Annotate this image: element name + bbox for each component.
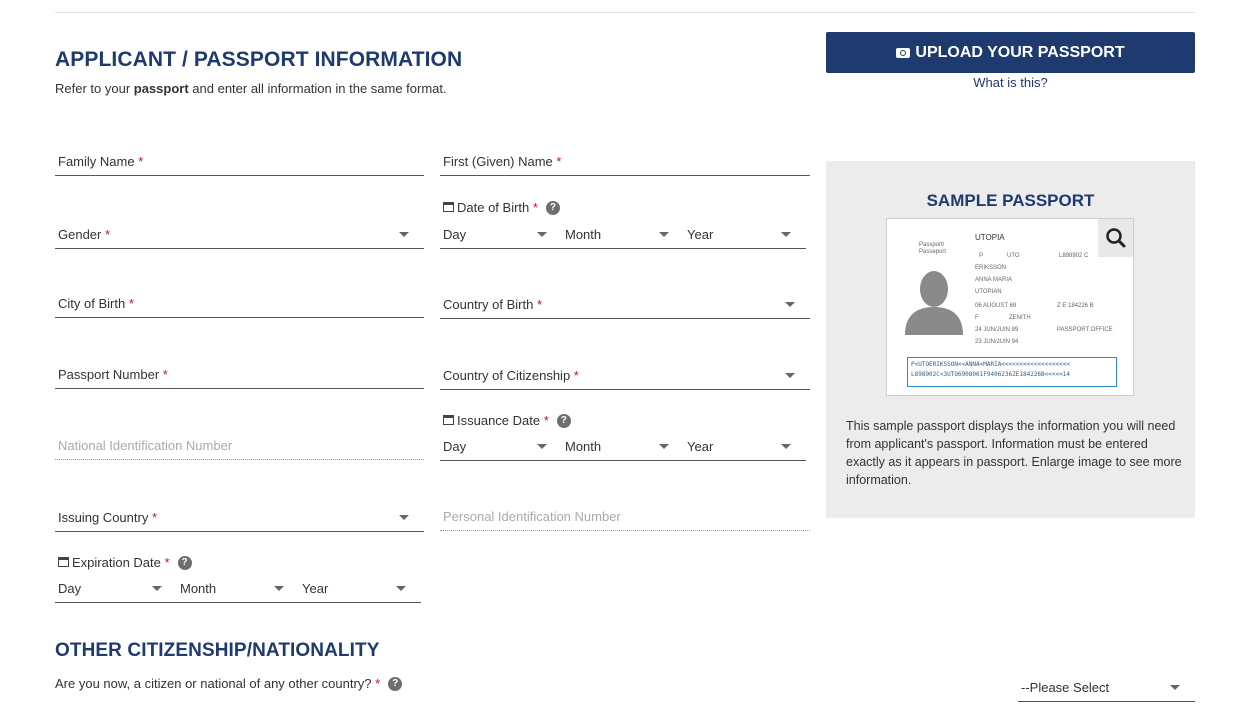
dob-year-select[interactable]: Year xyxy=(684,226,806,249)
other-citizenship-select[interactable]: --Please Select xyxy=(1018,679,1195,702)
chevron-down-icon xyxy=(785,302,795,307)
issuance-month-select[interactable]: Month xyxy=(562,438,684,461)
expiration-year-select[interactable]: Year xyxy=(299,580,421,603)
city-of-birth-field[interactable]: City of Birth * xyxy=(55,295,424,318)
sample-passport-title: SAMPLE PASSPORT xyxy=(926,191,1095,210)
chevron-down-icon xyxy=(785,373,795,378)
chevron-down-icon xyxy=(399,515,409,520)
family-name-field[interactable]: Family Name * xyxy=(55,153,424,176)
upload-passport-button[interactable]: UPLOAD YOUR PASSPORT xyxy=(826,32,1195,73)
other-citizenship-title: OTHER CITIZENSHIP/NATIONALITY xyxy=(55,640,380,661)
chevron-down-icon xyxy=(537,232,547,237)
personal-id-field[interactable]: Personal Identification Number xyxy=(440,508,810,531)
what-is-this-link[interactable]: What is this? xyxy=(973,75,1048,90)
country-of-birth-select[interactable]: Country of Birth * xyxy=(440,296,810,319)
calendar-icon xyxy=(58,557,69,567)
issuance-year-select[interactable]: Year xyxy=(684,438,806,461)
country-of-citizenship-select[interactable]: Country of Citizenship * xyxy=(440,367,810,390)
sample-passport-description: This sample passport displays the information you will need from applicant's passport. Information must be entered exactly as it appears in passport. Enlarge image to see more information. xyxy=(846,419,1182,487)
help-icon[interactable]: ? xyxy=(388,677,402,691)
national-id-field[interactable]: National Identification Number xyxy=(55,437,424,460)
issuance-day-select[interactable]: Day xyxy=(440,438,562,461)
portrait-silhouette xyxy=(903,269,965,337)
help-icon[interactable]: ? xyxy=(178,556,192,570)
other-citizenship-question: Are you now, a citizen or national of any other country? * ? xyxy=(55,676,402,691)
applicant-intro: Refer to your passport and enter all information in the same format. xyxy=(55,81,447,96)
calendar-icon xyxy=(443,415,454,425)
applicant-section-title: APPLICANT / PASSPORT INFORMATION xyxy=(55,48,463,71)
dob-month-select[interactable]: Month xyxy=(562,226,684,249)
issuance-date-label: Issuance Date * ? xyxy=(443,413,571,428)
search-icon xyxy=(1098,219,1133,257)
chevron-down-icon xyxy=(659,232,669,237)
magnify-button[interactable] xyxy=(1098,219,1133,257)
machine-readable-zone: P<UTOERIKSSON<<ANNA<MARIA<<<<<<<<<<<<<<<<<<< L898902C<3UTO6908061F9406236ZE184226B<<<<<14 xyxy=(907,357,1117,387)
camera-icon xyxy=(896,48,910,58)
gender-select[interactable]: Gender * xyxy=(55,226,424,249)
chevron-down-icon xyxy=(1170,685,1180,690)
expiration-month-select[interactable]: Month xyxy=(177,580,299,603)
date-of-birth-label: Date of Birth * ? xyxy=(443,200,560,215)
chevron-down-icon xyxy=(274,586,284,591)
help-icon[interactable]: ? xyxy=(557,414,571,428)
chevron-down-icon xyxy=(396,586,406,591)
help-icon[interactable]: ? xyxy=(546,201,560,215)
chevron-down-icon xyxy=(537,444,547,449)
chevron-down-icon xyxy=(781,232,791,237)
sample-passport-image: UTOPIA Passport/ Passeport P UTO L898902 C ERIKSSON ANNA MARIA UTOPIAN 06 AUGUST 69 Z E 184226 B F ZENITH 24 JUN/JUIN 89 PASSPORT OFFICE 23 JUN/JUIN 94 P<UTOERIKSSON<<ANNA<MARIA<<<<<<<<<<<<<<<<<<< L898902C<3UTO6908061F9406236ZE184226B<<<<<14 xyxy=(886,218,1134,396)
top-divider xyxy=(55,12,1195,13)
dob-day-select[interactable]: Day xyxy=(440,226,562,249)
expiration-date-label: Expiration Date * ? xyxy=(58,555,192,570)
issuing-country-select[interactable]: Issuing Country * xyxy=(55,509,424,532)
chevron-down-icon xyxy=(152,586,162,591)
first-name-field[interactable]: First (Given) Name * xyxy=(440,153,810,176)
calendar-icon xyxy=(443,202,454,212)
sample-passport-panel xyxy=(826,161,1195,518)
chevron-down-icon xyxy=(659,444,669,449)
chevron-down-icon xyxy=(781,444,791,449)
expiration-day-select[interactable]: Day xyxy=(55,580,177,603)
passport-number-field[interactable]: Passport Number * xyxy=(55,366,424,389)
chevron-down-icon xyxy=(399,232,409,237)
